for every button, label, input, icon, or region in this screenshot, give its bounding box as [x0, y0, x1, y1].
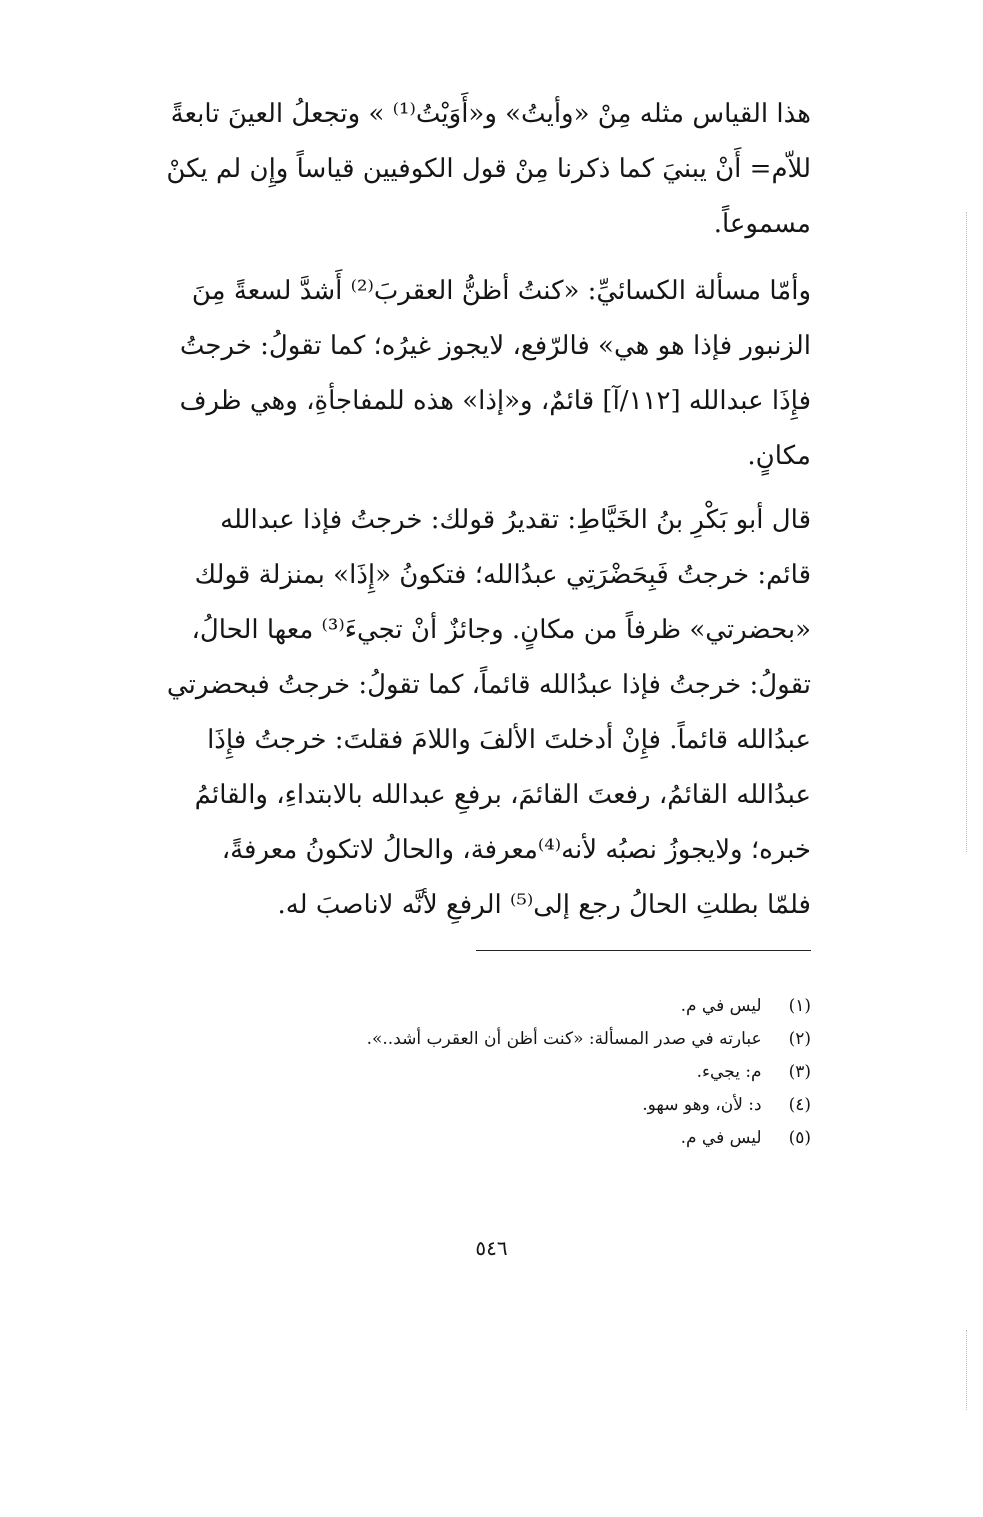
text-line: تقولُ: خرجتُ فإذا عبدُالله قائماً، كما تقولُ: خرجتُ فبحضرتي — [166, 670, 811, 700]
footnote-text: ليس في م. — [680, 1128, 762, 1148]
text-line: فإِذَا عبدالله [١١٢/آ] قائمٌ، و«إذا» هذه للمفاجأةِ، وهي ظرف — [179, 386, 811, 416]
text-line: «بحضرتي» ظرفاً من مكانٍ. وجائزٌ أنْ تجيءَ⁽³⁾ معها الحالُ، — [191, 615, 811, 645]
page-number: ٥٤٦ — [475, 1236, 508, 1260]
footnote-item — [121, 1056, 811, 1089]
footnote-number: (٣) — [788, 1062, 811, 1082]
text-line: قائم: خرجتُ فَبِحَضْرَتِي عبدُالله؛ فتكونُ «إِذَا» بمنزلة قولك — [194, 560, 811, 590]
text-line: للاّم= أَنْ يبنيَ كما ذكرنا مِنْ قول الكوفيين قياساً وإِن لم يكنْ — [166, 154, 811, 184]
paragraph-1 — [121, 87, 811, 252]
scan-edge-mark — [966, 1330, 967, 1410]
footnote-text: ليس في م. — [680, 996, 762, 1016]
text-line: عبدُالله قائماً. فإِنْ أدخلتَ الألفَ واللامَ فقلتَ: خرجتُ فإِذَا — [207, 725, 811, 755]
text-line: مكانٍ. — [747, 441, 811, 471]
text-line: قال أبو بَكْرِ بنُ الخَيَّاطِ: تقديرُ قولك: خرجتُ فإذا عبدالله — [220, 505, 811, 535]
footnote-text: م: يجيء. — [696, 1062, 762, 1082]
text-line: وأمّا مسألة الكسائيِّ: «كنتُ أظنُّ العقربَ⁽²⁾ أَشدَّ لسعةً مِنَ — [191, 276, 811, 306]
text-line: مسموعاً. — [713, 209, 811, 239]
text-line: عبدُالله القائمُ، رفعتَ القائمَ، برفعِ عبدالله بالابتداءِ، والقائمُ — [194, 780, 811, 810]
text-line: خبره؛ ولايجوزُ نصبُه لأنه⁽⁴⁾معرفة، والحالُ لاتكونُ معرفةً، — [221, 835, 811, 865]
footnote-text: د: لأن، وهو سهو. — [642, 1095, 762, 1115]
footnote-text: عبارته في صدر المسألة: «كنت أظن أن العقرب أشد..». — [366, 1029, 762, 1049]
footnote-item — [121, 1023, 811, 1056]
footnote-number: (٤) — [788, 1095, 811, 1115]
text-line: فلمّا بطلتِ الحالُ رجع إلى⁽⁵⁾ الرفعِ لأنَّه لاناصبَ له. — [277, 890, 811, 920]
footnote-number: (٥) — [788, 1128, 811, 1148]
footnote-divider — [476, 950, 811, 951]
text-line: هذا القياس مثله مِنْ «وأيتُ» و«أَوَيْتُ⁽¹⁾ » وتجعلُ العينَ تابعةً — [170, 99, 811, 129]
footnote-number: (٢) — [788, 1029, 811, 1049]
paragraph-2 — [121, 264, 811, 484]
footnote-item — [121, 1089, 811, 1122]
footnote-item — [121, 990, 811, 1023]
footnote-item — [121, 1122, 811, 1155]
text-line: الزنبور فإذا هو هي» فالرّفع، لايجوز غيرُه؛ كما تقولُ: خرجتُ — [179, 331, 811, 361]
footnote-number: (١) — [788, 996, 811, 1016]
footnotes-list — [121, 990, 811, 1155]
scan-edge-mark — [966, 212, 967, 852]
paragraph-3 — [121, 493, 811, 933]
